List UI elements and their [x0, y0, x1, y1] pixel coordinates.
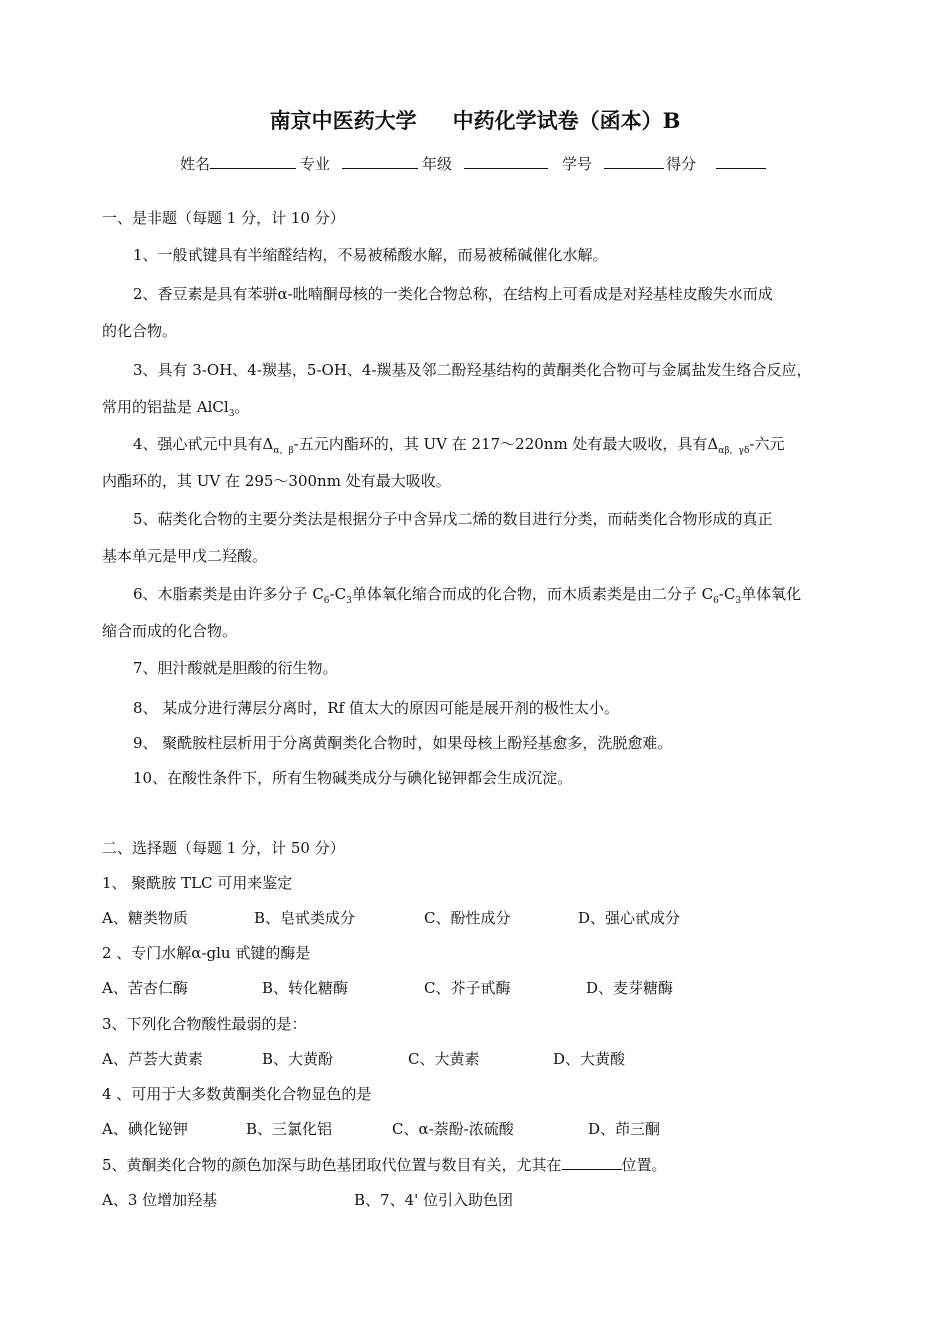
- tf-question-2: 2、香豆素是具有苯骈α-吡喃酮母核的一类化合物总称，在结构上可看成是对羟基桂皮酸失水而成: [133, 285, 773, 303]
- tf-question-1: 1、一般甙键具有半缩醛结构，不易被稀酸水解，而易被稀碱催化水解。: [133, 246, 608, 264]
- name-label: 姓名: [180, 155, 211, 173]
- tf-question-3: 3、具有 3-OH、4-羰基，5-OH、4-羰基及邻二酚羟基结构的黄酮类化合物可与金属盐发生络合反应，: [133, 361, 812, 379]
- tf-question-6-cont: 缩合而成的化合物。: [102, 622, 238, 640]
- id-label: 学号: [562, 155, 593, 173]
- option-b[interactable]: B、7、4' 位引入助色团: [354, 1191, 514, 1209]
- score-label: 得分: [666, 155, 697, 173]
- tf-question-8: 8、 某成分进行薄层分离时，Rf 值太大的原因可能是展开剂的极性太小。: [133, 699, 619, 717]
- grade-label: 年级: [422, 155, 453, 173]
- answer-blank[interactable]: [562, 1155, 622, 1170]
- student-info-row: [180, 154, 766, 174]
- option-d[interactable]: D、强心甙成分: [578, 909, 681, 927]
- mc-question-1: 1、 聚酰胺 TLC 可用来鉴定: [102, 874, 293, 892]
- tf-question-2-cont: 的化合物。: [102, 322, 178, 340]
- tf-question-5-cont: 基本单元是甲戊二羟酸。: [102, 547, 268, 565]
- exam-name: 中药化学试卷（函本）B: [452, 108, 681, 133]
- option-a[interactable]: A、苦杏仁酶: [102, 979, 188, 997]
- score-blank[interactable]: [716, 154, 766, 169]
- option-c[interactable]: C、大黄素: [408, 1050, 480, 1068]
- option-a[interactable]: A、3 位增加羟基: [102, 1191, 218, 1209]
- option-d[interactable]: D、大黄酸: [553, 1050, 626, 1068]
- option-a[interactable]: A、糖类物质: [102, 909, 188, 927]
- option-c[interactable]: C、芥子甙酶: [424, 979, 511, 997]
- option-b[interactable]: B、转化糖酶: [262, 979, 349, 997]
- mc-question-4: 4 、可用于大多数黄酮类化合物显色的是: [102, 1085, 372, 1103]
- mc-question-3: 3、下列化合物酸性最弱的是：: [102, 1015, 307, 1033]
- mc-question-5: 5、黄酮类化合物的颜色加深与助色基团取代位置与数目有关，尤其在 位置。: [102, 1156, 667, 1174]
- option-c[interactable]: C、α-萘酚-浓硫酸: [392, 1120, 514, 1138]
- major-blank[interactable]: [342, 154, 418, 169]
- section2-heading: 二、选择题（每题 1 分，计 50 分）: [102, 839, 345, 857]
- exam-title: [0, 107, 950, 135]
- option-b[interactable]: B、皂甙类成分: [254, 909, 356, 927]
- school-name: 南京中医药大学: [269, 108, 417, 133]
- option-a[interactable]: A、芦荟大黄素: [102, 1050, 203, 1068]
- id-blank[interactable]: [604, 154, 664, 169]
- tf-question-7: 7、胆汁酸就是胆酸的衍生物。: [133, 659, 338, 677]
- tf-question-3-cont: 常用的铝盐是 AlCl$_3$。: [102, 398, 250, 419]
- tf-question-4-cont: 内酯环的，其 UV 在 295～300nm 处有最大吸收。: [102, 472, 451, 490]
- option-a[interactable]: A、碘化铋钾: [102, 1120, 188, 1138]
- tf-question-10: 10、在酸性条件下，所有生物碱类成分与碘化铋钾都会生成沉淀。: [133, 769, 573, 787]
- tf-question-9: 9、 聚酰胺柱层析用于分离黄酮类化合物时，如果母核上酚羟基愈多，洗脱愈难。: [133, 734, 673, 752]
- tf-question-5: 5、萜类化合物的主要分类法是根据分子中含异戊二烯的数目进行分类，而萜类化合物形成的真正: [133, 510, 773, 528]
- major-label: 专业: [300, 155, 331, 173]
- tf-question-6: 6、木脂素类是由许多分子 $C_6-C_3$单体氧化缩合而成的化合物，而木质素类是由二分子 $C_6-C_3$单体氧化: [133, 585, 802, 606]
- name-blank[interactable]: [210, 154, 296, 169]
- mc-question-2: 2 、专门水解α-glu 甙键的酶是: [102, 944, 311, 962]
- option-b[interactable]: B、大黄酚: [262, 1050, 334, 1068]
- option-b[interactable]: B、三氯化铝: [246, 1120, 333, 1138]
- section1-heading: 一、是非题（每题 1 分，计 10 分）: [102, 209, 345, 227]
- grade-blank[interactable]: [464, 154, 548, 169]
- tf-question-4: 4、强心甙元中具有$\Delta_{\alpha,\beta}-$五元内酯环的，其 UV 在 217～220nm 处有最大吸收，具有$\Delta_{\alpha\beta,\gamma\delta}-$六元: [133, 435, 785, 456]
- option-d[interactable]: D、茚三酮: [588, 1120, 661, 1138]
- option-c[interactable]: C、酚性成分: [424, 909, 511, 927]
- option-d[interactable]: D、麦芽糖酶: [586, 979, 674, 997]
